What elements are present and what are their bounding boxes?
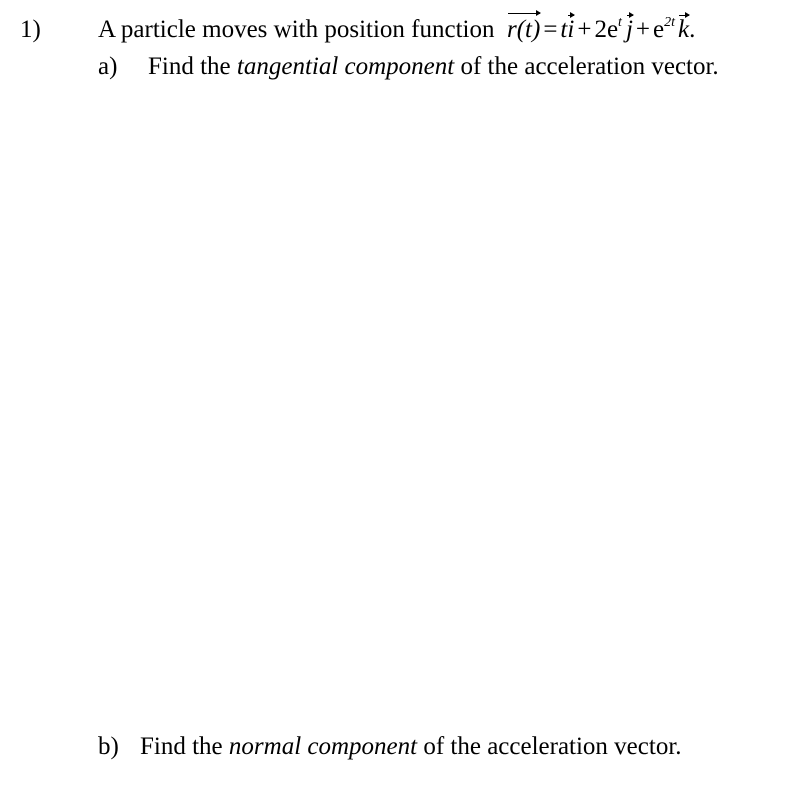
part-b-emphasis: normal component (228, 733, 418, 760)
part-b-prefix: Find the (140, 733, 223, 760)
part-b-prompt (140, 733, 682, 761)
formula-term3-coef: e (653, 16, 665, 43)
part-b-label: b) (98, 733, 119, 760)
formula-term1-coef: t (560, 16, 568, 43)
formula-term3-vec: k (678, 16, 690, 43)
part-a-prompt (148, 53, 719, 81)
part-a-emphasis: tangential component (236, 53, 455, 80)
part-b-suffix: of the acceleration vector. (423, 733, 682, 760)
formula-equals: = (543, 16, 558, 43)
part-a-suffix: of the acceleration vector. (460, 53, 719, 80)
formula-end: . (689, 16, 696, 43)
formula-lhs: r(t) (506, 16, 541, 43)
question-stem (98, 16, 695, 44)
formula-plus2: + (635, 16, 650, 43)
part-a-prefix: Find the (148, 53, 231, 80)
question-stem-text: A particle moves with position function (98, 16, 495, 43)
formula-term2-vec: j (625, 16, 633, 43)
formula-term3-exp: 2t (664, 15, 675, 30)
question-number: 1) (20, 16, 41, 43)
formula-term2-exp: t (618, 15, 622, 30)
position-function-formula (501, 16, 696, 43)
formula-plus1: + (577, 16, 592, 43)
formula-term2-coef: 2e (594, 16, 619, 43)
formula-term1-vec: i (567, 16, 575, 43)
part-a-label: a) (98, 53, 118, 80)
